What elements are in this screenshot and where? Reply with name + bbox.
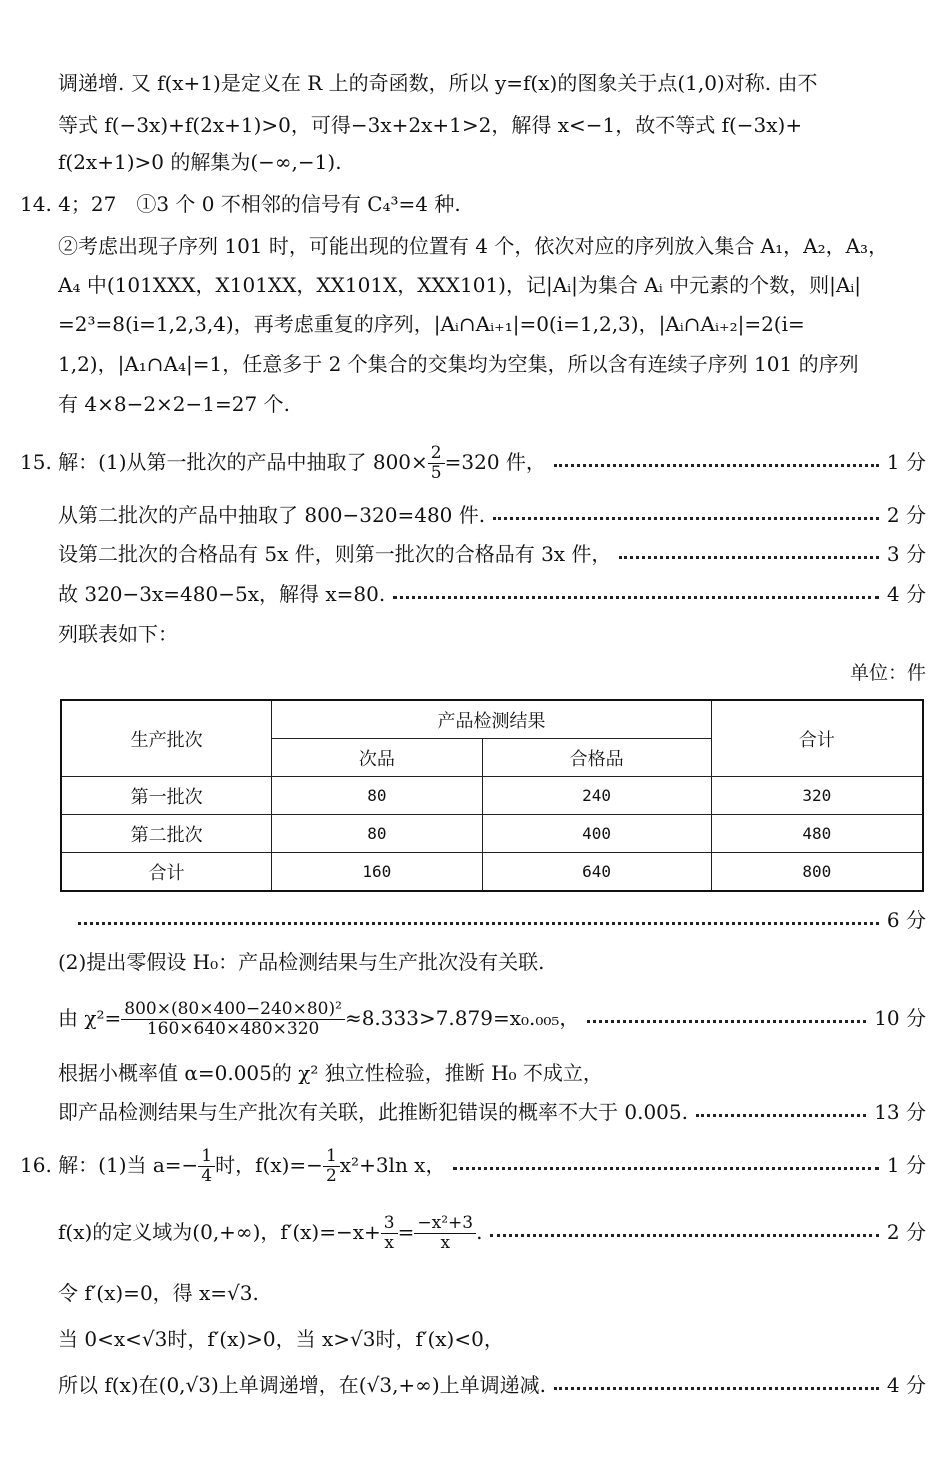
text-line: f(2x+1)>0 的解集为(−∞,−1). — [58, 150, 342, 174]
text-line: (2)提出零假设 H₀：产品检测结果与生产批次没有关联. — [58, 950, 545, 974]
header-defect: 次品 — [272, 739, 482, 777]
dot-leader — [78, 922, 879, 925]
q16b-text: f(x)的定义域为(0,+∞)，f′(x)=−x+ — [58, 1220, 381, 1244]
chi-square-result: ≈8.333>7.879=x₀.₀₀₅， — [344, 1006, 580, 1030]
denominator: 4 — [201, 1166, 213, 1186]
numerator: 1 — [323, 1147, 340, 1167]
table-row — [61, 815, 923, 853]
dot-leader — [554, 464, 879, 467]
contingency-table — [60, 699, 924, 892]
question-16-step3 — [58, 1368, 926, 1402]
chi-square-label: 由 χ²= — [58, 1006, 122, 1030]
question-15-step2 — [58, 498, 926, 532]
score-label: 13 分 — [874, 1100, 926, 1124]
numerator: 800×(80×400−240×80)² — [121, 1000, 345, 1020]
denominator: 5 — [430, 463, 442, 483]
header-total: 合计 — [711, 700, 923, 777]
denominator: 160×640×480×320 — [146, 1019, 320, 1039]
q15a-text: 15. 解：(1)从第一批次的产品中抽取了 800× — [20, 450, 428, 474]
row-label: 合计 — [61, 853, 272, 892]
score-label: 1 分 — [886, 1153, 926, 1177]
table-row — [61, 853, 923, 892]
header-result: 产品检测结果 — [272, 700, 711, 739]
unit-label: 单位：件 — [849, 662, 926, 684]
fraction — [414, 1214, 476, 1252]
score-label: 4 分 — [886, 582, 926, 606]
dot-leader — [554, 1387, 879, 1390]
dot-leader — [493, 517, 879, 520]
question-14-answer: 14. 4；27 ①3 个 0 不相邻的信号有 C₄³=4 种. — [20, 192, 461, 216]
text-line: 令 f′(x)=0，得 x=√3. — [58, 1281, 259, 1305]
step-text: 从第二批次的产品中抽取了 800−320=480 件. — [58, 503, 486, 527]
fraction — [121, 1000, 345, 1038]
dot-leader — [619, 556, 878, 559]
cell-defect: 80 — [272, 777, 482, 815]
score-label: 6 分 — [886, 908, 926, 932]
q16a-text-end: x²+3ln x， — [339, 1153, 446, 1177]
score-label: 2 分 — [886, 1220, 926, 1244]
question-15-step4 — [58, 577, 926, 611]
text-line: 调递增. 又 f(x+1)是定义在 R 上的奇函数，所以 y=f(x)的图象关于点(1,0)对称. 由不 — [58, 71, 818, 95]
q16a-text: 16. 解：(1)当 a=− — [20, 1153, 199, 1177]
question-16-step2 — [58, 1207, 926, 1257]
score-label: 2 分 — [886, 503, 926, 527]
denominator: x — [384, 1233, 394, 1253]
step-text: 故 320−3x=480−5x，解得 x=80. — [58, 582, 386, 606]
text-line: =2³=8(i=1,2,3,4)，再考虑重复的序列，|Aᵢ∩Aᵢ₊₁|=0(i=1,2,3)，|Aᵢ∩Aᵢ₊₂|=2(i= — [58, 312, 805, 336]
cell-total: 800 — [711, 853, 923, 892]
step-text: 所以 f(x)在(0,√3)上单调递增，在(√3,+∞)上单调递减. — [58, 1373, 547, 1397]
step-text: 设第二批次的合格品有 5x 件，则第一批次的合格品有 3x 件， — [58, 542, 612, 566]
cell-defect: 80 — [272, 815, 482, 853]
dot-leader — [490, 1234, 878, 1237]
q16b-text-end: . — [476, 1220, 483, 1244]
cell-pass: 400 — [482, 815, 711, 853]
question-15-step1 — [20, 440, 926, 484]
text-line: A₄ 中(101XXX，X101XX，XX101X，XXX101)，记|Aᵢ|为集合 Aᵢ 中元素的个数，则|Aᵢ| — [58, 273, 862, 297]
equals-sign: = — [397, 1220, 415, 1244]
header-batch: 生产批次 — [61, 700, 272, 777]
header-pass: 合格品 — [482, 739, 711, 777]
score-label: 4 分 — [886, 1373, 926, 1397]
numerator: 3 — [381, 1214, 398, 1234]
cell-defect: 160 — [272, 853, 482, 892]
fraction — [428, 444, 445, 482]
dot-leader — [393, 596, 879, 599]
table-row — [61, 777, 923, 815]
text-line: 等式 f(−3x)+f(2x+1)>0，可得−3x+2x+1>2，解得 x<−1，故不等式 f(−3x)+ — [58, 113, 803, 137]
dot-leader — [696, 1114, 866, 1117]
score-label: 1 分 — [886, 450, 926, 474]
cell-total: 480 — [711, 815, 923, 853]
score-label: 3 分 — [886, 542, 926, 566]
step-text: 即产品检测结果与生产批次有关联，此推断犯错误的概率不大于 0.005. — [58, 1100, 688, 1124]
fraction — [198, 1147, 215, 1185]
question-15-chi-square — [58, 993, 926, 1043]
row-label: 第二批次 — [61, 815, 272, 853]
row-label: 第一批次 — [61, 777, 272, 815]
dot-leader — [587, 1020, 866, 1023]
numerator: −x²+3 — [414, 1214, 476, 1234]
table-score-line — [78, 903, 926, 937]
numerator: 1 — [198, 1147, 215, 1167]
numerator: 2 — [428, 444, 445, 464]
text-line: 根据小概率值 α=0.005的 χ² 独立性检验，推断 H₀ 不成立， — [58, 1061, 603, 1085]
question-16-step1 — [20, 1140, 926, 1190]
dot-leader — [453, 1167, 878, 1170]
text-line: ②考虑出现子序列 101 时，可能出现的位置有 4 个，依次对应的序列放入集合 A₁，A₂，A₃， — [58, 234, 889, 258]
score-label: 10 分 — [874, 1006, 926, 1030]
text-line: 列联表如下： — [58, 622, 178, 646]
cell-total: 320 — [711, 777, 923, 815]
cell-pass: 240 — [482, 777, 711, 815]
fraction — [381, 1214, 398, 1252]
text-line: 有 4×8−2×2−1=27 个. — [58, 392, 290, 416]
q16a-text-mid: 时，f(x)=− — [215, 1153, 323, 1177]
text-line: 1,2)，|A₁∩A₄|=1，任意多于 2 个集合的交集均为空集，所以含有连续子序列 101 的序列 — [58, 352, 859, 376]
denominator: x — [440, 1233, 451, 1253]
question-15-conclusion — [58, 1095, 926, 1129]
denominator: 2 — [325, 1166, 337, 1186]
text-line: 当 0<x<√3时，f′(x)>0，当 x>√3时，f′(x)<0， — [58, 1327, 504, 1351]
question-15-step3 — [58, 537, 926, 571]
q15a-text-end: =320 件， — [444, 450, 546, 474]
cell-pass: 640 — [482, 853, 711, 892]
fraction — [323, 1147, 340, 1185]
